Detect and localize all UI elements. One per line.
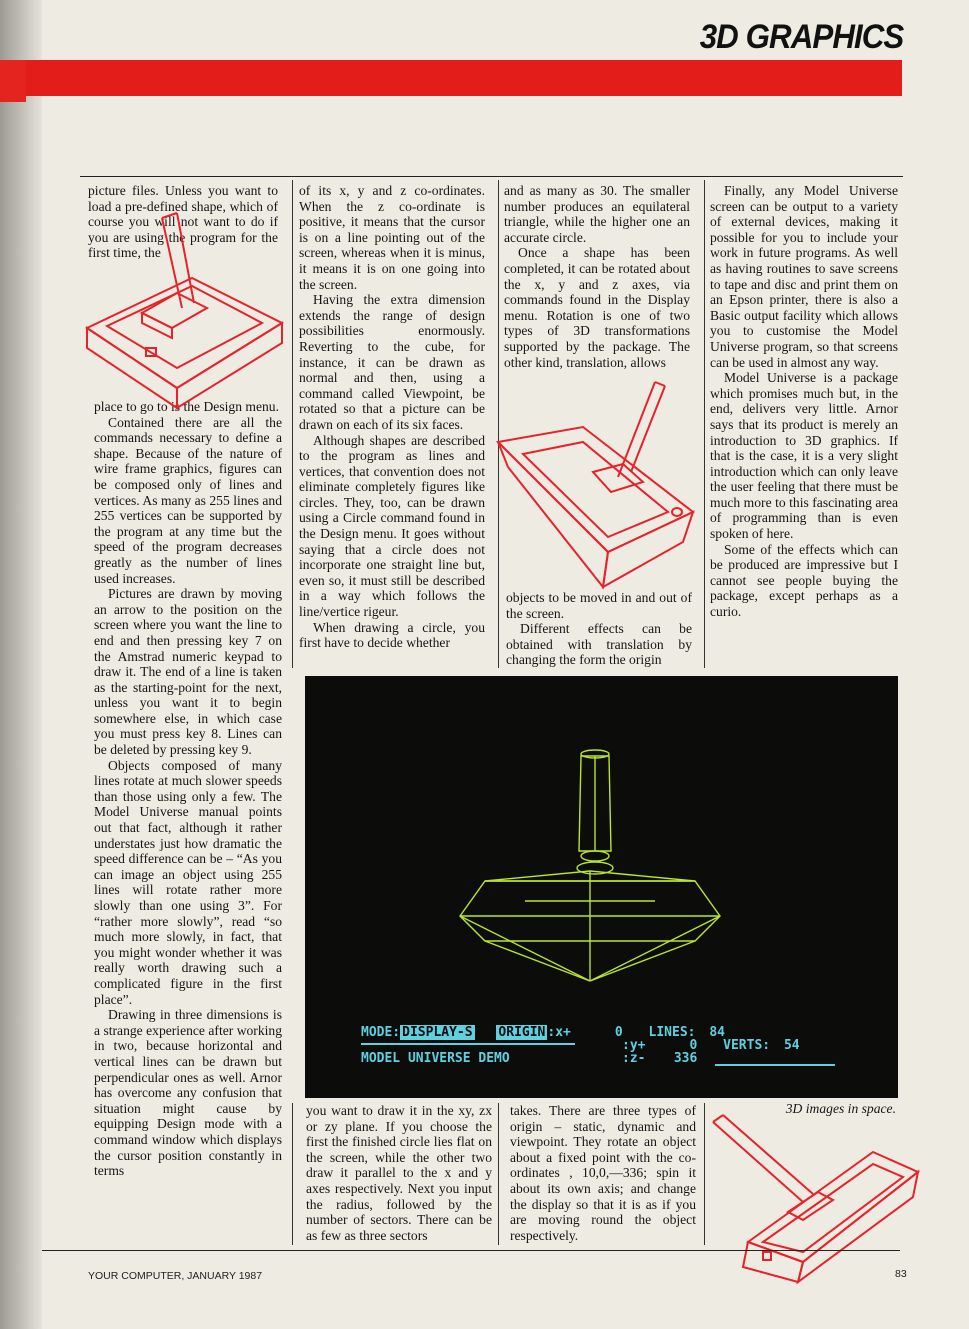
paragraph: you want to draw it in the xy, zx or zy plane. If you choose the first the finished circle lies flat on the screen, while the other two draw it parallel to the x and y axes respectively. Next you input the radius, followed by the number of sectors. There can be as few as three sectors bbox=[306, 1103, 492, 1243]
screen-status-area bbox=[361, 1026, 725, 1039]
lines-value: 84 bbox=[709, 1025, 725, 1040]
paragraph: Drawing in three dimensions is a strange experience after working in two, because horizontal and vertical lines can be drawn but perpendicular ones as well. Arnor has overcome any confusion that situation might cause by equipping Design mode with a command window which displays the cursor position constantly in terms bbox=[94, 1007, 282, 1179]
paragraph: Different effects can be obtained with translation by changing the form the origin bbox=[506, 621, 692, 668]
paragraph: Model Universe is a package which promises much but, in the end, delivers very little. Arnor says that its product is merely an introduction to 3D graphics. If that is the case, it is a very slight introduction which can only leave the user feeling that there must be much more to this fascinating area of programming than is even spoken of here. bbox=[710, 370, 898, 542]
verts-label: VERTS: bbox=[723, 1038, 771, 1053]
wireframe-joystick-illustration-1 bbox=[82, 198, 282, 408]
origin-label: ORIGIN bbox=[498, 1025, 546, 1040]
page-number: 83 bbox=[895, 1268, 907, 1280]
figure-caption: 3D images in space. bbox=[785, 1101, 896, 1116]
column-top-rule bbox=[80, 176, 903, 177]
column-2 bbox=[299, 183, 485, 651]
column-rule-6 bbox=[704, 1103, 705, 1245]
column-1 bbox=[94, 399, 282, 1179]
binding-gutter bbox=[0, 0, 42, 1329]
footer-publication: YOUR COMPUTER, JANUARY 1987 bbox=[88, 1270, 263, 1282]
column-rule-1 bbox=[292, 180, 293, 668]
paragraph: picture files. Unless you want to load a pre-defined shape, which of course you will not want to do if you are using the program for the first time, the bbox=[88, 183, 278, 261]
z-value: 336 bbox=[673, 1051, 698, 1066]
verts-value: 54 bbox=[783, 1038, 800, 1053]
wireframe-joystick-illustration-2 bbox=[493, 372, 703, 592]
paragraph: Pictures are drawn by moving an arrow to the position on the screen where you want the line to end and then pressing key 7 on the Amstrad numeric keypad to draw it. The end of a line is taken as the starting-point for the next, unless you want it to begin somewhere else, in which case you must press key 8. Lines can be deleted by pressing key 9. bbox=[94, 586, 282, 758]
demo-title: MODEL UNIVERSE DEMO bbox=[361, 1051, 510, 1066]
x-value: 0 bbox=[614, 1025, 623, 1040]
paragraph: When drawing a circle, you first have to decide whether bbox=[299, 619, 485, 651]
paragraph: Once a shape has been completed, it can be rotated about the x, y and z axes, via commands found in the Display menu. Rotation is one of two types of 3D transformations supported by the package. The other kind, translation, allows bbox=[504, 245, 690, 370]
mode-value: DISPLAY-S bbox=[402, 1025, 473, 1040]
paragraph: of its x, y and z co-ordinates. When the z co-ordinate is positive, it means that the cursor is on a line pointing out of the screen, whereas when it is minus, it means it is on one going into the screen. bbox=[299, 183, 485, 292]
paragraph: Objects composed of many lines rotate at much slower speeds than those using only a few. The Model Universe manual points out that fact, although it rather understates just how dramatic the speed difference can be – “As you can image an object using 255 lines will rotate rather more slowly than one using 3”. For “rather more slowly”, read “so much more slowly, in fact, that you might wonder whether it was really worth drawing such a complicated figure in the first place”. bbox=[94, 757, 282, 1007]
lines-label: LINES: bbox=[648, 1025, 696, 1040]
header-red-bar bbox=[26, 60, 902, 96]
computer-screen-screenshot bbox=[305, 676, 898, 1098]
screen-divider bbox=[361, 1043, 575, 1045]
column-3-lower bbox=[506, 590, 692, 668]
left-red-strip bbox=[0, 60, 26, 102]
x-label: :x+ bbox=[547, 1025, 571, 1040]
paragraph: Contained there are all the commands necessary to define a shape. Because of the nature of wire frame graphics, figures can be composed only of lines and vertices. As many as 255 lines and 255 vertices can be supported by the program at any time but the speed of the program decreases greatly as the number of lines used increases. bbox=[94, 414, 282, 586]
paragraph: Although shapes are described to the program as lines and vertices, that convention does not eliminate completely figures like circles. They, too, can be drawn using a Circle command found in the Design menu. It goes without saying that a circle does not incorporate one straight line but, even so, it must still be described in a way which follows the line/vertice rigeur. bbox=[299, 432, 485, 620]
mode-label: MODE: bbox=[361, 1025, 401, 1040]
paragraph: Some of the effects which can be produced are impressive but I cannot see people buying the package, except perhaps as a curio. bbox=[710, 541, 898, 620]
wireframe-joystick-illustration-3 bbox=[708, 1112, 923, 1282]
column-rule-4 bbox=[292, 1103, 293, 1245]
column-3 bbox=[504, 183, 690, 370]
paragraph: objects to be moved in and out of the screen. bbox=[506, 590, 692, 621]
footer-rule bbox=[42, 1250, 900, 1251]
screen-demo-row bbox=[361, 1052, 697, 1065]
column-3-bottom bbox=[510, 1103, 696, 1243]
column-2-bottom bbox=[306, 1103, 492, 1243]
paragraph: place to go to is the Design menu. bbox=[94, 399, 279, 414]
column-rule-5 bbox=[498, 1103, 499, 1245]
paragraph: takes. There are three types of origin – static, dynamic and viewpoint. They rotate an object about a fixed point with the co-ordinates , 10,0,—336; spin it about its own axis; and change the display so that it is as if you are moving round the object respectively. bbox=[510, 1103, 696, 1243]
y-value: 0 bbox=[689, 1038, 698, 1053]
column-4 bbox=[710, 183, 898, 620]
z-label: :z- bbox=[622, 1051, 646, 1066]
screen-divider-right bbox=[715, 1064, 835, 1066]
section-title: 3D GRAPHICS bbox=[699, 18, 903, 56]
paragraph: Finally, any Model Universe screen can be output to a variety of external devices, making it possible for you to include your work in future programs. As well as having routines to save screens to tape and disc and print them on an Epson printer, there is also a Basic output facility which allows you to customise the Model Universe program, so that screens can be used in almost any way. bbox=[710, 183, 898, 370]
column-rule-3 bbox=[704, 180, 705, 668]
paragraph: Having the extra dimension extends the range of design possibilities enormously. Reverting to the cube, for instance, it can be drawn as normal and then, using a command called Viewpoint, be rotated so that a picture can be drawn on each of its six faces. bbox=[299, 292, 485, 432]
paragraph: and as many as 30. The smaller number produces an equilateral triangle, while the higher one an accurate circle. bbox=[504, 183, 690, 245]
y-label: :y+ bbox=[622, 1038, 646, 1053]
